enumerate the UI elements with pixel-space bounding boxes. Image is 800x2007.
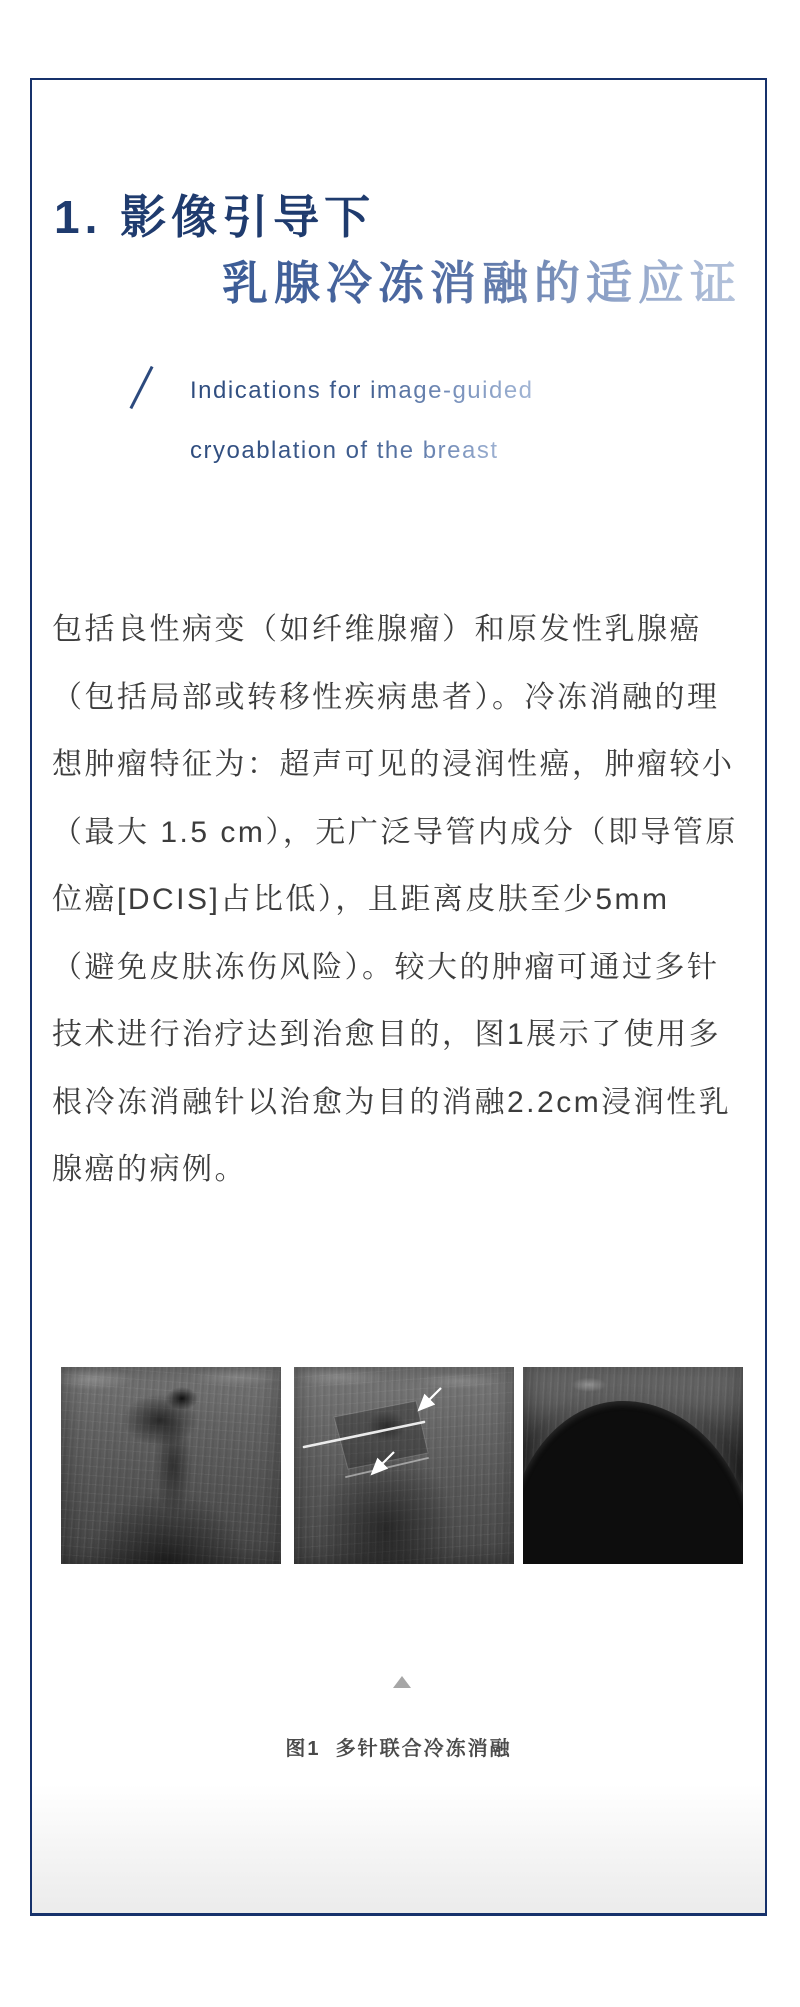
body-line: （避免皮肤冻伤风险）。较大的肿瘤可通过多针 (52, 950, 720, 984)
body-line: 位癌[DCIS]占比低），且距离皮肤至少5mm (52, 883, 670, 916)
body-line: 技术进行治疗达到治愈目的，图1展示了使用多 (52, 1018, 722, 1051)
slash-divider-icon (129, 366, 153, 409)
body-line: 腺癌的病例。 (52, 1153, 247, 1186)
subtitle-english-line2: cryoablation of the breast (190, 437, 499, 464)
triangle-up-icon (393, 1676, 411, 1688)
body-line: 想肿瘤特征为：超声可见的浸润性癌，肿瘤较小 (52, 748, 735, 781)
figure-caption: 图1 多针联合冷冻消融 (285, 1738, 512, 1760)
ultrasound-image-tumor (61, 1367, 281, 1564)
needle-annotation-overlay (294, 1367, 514, 1564)
subtitle-english-line1: Indications for image-guided (190, 377, 534, 404)
content-card (30, 78, 767, 1916)
body-line: （最大 1.5 cm），无广泛导管内成分（即导管原 (52, 815, 738, 849)
ultrasound-image-ice-ball (523, 1367, 743, 1564)
ablation-zone-outline (334, 1401, 428, 1469)
ultrasound-image-needles (294, 1367, 514, 1564)
section-title-line1: 1. 影像引导下 (54, 191, 376, 243)
arrow-icon (419, 1388, 441, 1410)
body-paragraph (52, 596, 758, 1204)
section-title-line2-text: 乳腺冷冻消融的适应证 (222, 257, 742, 309)
body-line: 包括良性病变（如纤维腺瘤）和原发性乳腺癌 (52, 613, 702, 646)
body-line: 根冷冻消融针以治愈为目的消融2.2cm浸润性乳 (52, 1085, 732, 1119)
section-title-line2 (222, 257, 742, 309)
ice-ball-shadow (523, 1401, 743, 1564)
body-line: （包括局部或转移性疾病患者）。冷冻消融的理 (52, 680, 720, 714)
